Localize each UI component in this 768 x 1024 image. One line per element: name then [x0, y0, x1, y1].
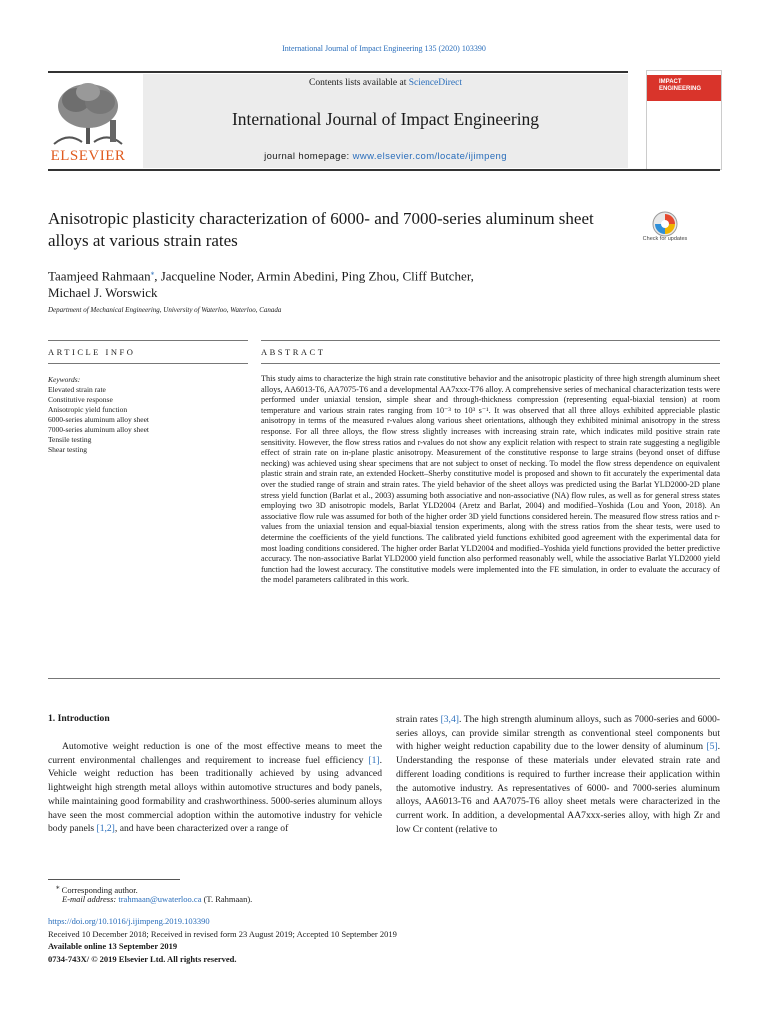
journal-citation[interactable]: International Journal of Impact Engineering 135 (2020) 103390 [282, 44, 486, 53]
col1-text-2: . Vehicle weight reduction has been traditionally achieved by using advanced lightweight high strength metal alloys within automotive structures and body panels, while maintaining good formability and crashworthiness. 5000-series aluminum alloys have seen the most commercial adoption within the automotive industry for vehicle body panels [48, 754, 382, 835]
keyword-item: Tensile testing [48, 435, 92, 444]
abstract-rule-2 [261, 363, 720, 364]
article-info-rule-2 [48, 363, 248, 364]
journal-name: International Journal of Impact Engineering [231, 109, 540, 129]
publication-info [48, 915, 720, 965]
sciencedirect-link[interactable]: ScienceDirect [408, 78, 462, 88]
keyword-item: Elevated strain rate [48, 385, 106, 394]
journal-cover[interactable] [646, 70, 722, 170]
email-label: E-mail address: [62, 894, 119, 904]
check-for-updates-label: Check for updates [642, 236, 688, 242]
intro-column-2 [396, 713, 720, 836]
homepage-link[interactable]: www.elsevier.com/locate/ijimpeng [352, 151, 507, 162]
corresponding-author-note [56, 882, 138, 895]
col1-text-1: Automotive weight reduction is one of the most effective means to meet the current environmental challenges and requirement to increase fuel efficiency [48, 741, 382, 766]
masthead-top-rule [48, 71, 628, 73]
footnote-star: ⁎ [56, 883, 60, 891]
contents-line [143, 78, 628, 88]
abstract-bottom-rule [48, 678, 720, 679]
footnote-rule [48, 879, 180, 880]
keyword-item: 6000-series aluminum alloy sheet [48, 415, 150, 424]
email-link[interactable]: trahmaan@uwaterloo.ca [118, 894, 202, 904]
ref-link[interactable]: [3,4] [440, 714, 459, 725]
col2-text-1: strain rates [396, 714, 441, 725]
affiliation: Department of Mechanical Engineering, University of Waterloo, Waterloo, Canada [48, 306, 282, 314]
keyword-item: Constitutive response [48, 395, 113, 404]
article-info-rule [48, 340, 248, 341]
available-online: Available online 13 September 2019 [48, 941, 178, 951]
col2-text-3: . Understanding the response of these materials under elevated strain rate and different loading conditions is required to further increase their application within the automotive industry. As representatives of 6000- and 7000-series aluminum alloys, AA6013-T6 and AA7075-T6 alloy sheet metals were characterized in the current work. In addition, a developmental AA7xxx-series alloy, with high Zr and low Cr content (relative to [396, 741, 720, 835]
keyword-item: Anisotropic yield function [48, 405, 128, 414]
keywords-list [48, 385, 248, 455]
email-note [62, 894, 252, 904]
corresponding-marker[interactable]: ⁎ [150, 269, 155, 277]
journal-homepage [143, 151, 628, 162]
ref-link[interactable]: [5] [706, 741, 718, 753]
author-first[interactable]: Taamjeed Rahmaan [48, 268, 151, 284]
author-list [48, 265, 668, 301]
copyright: 0734-743X/ © 2019 Elsevier Ltd. All rights reserved. [48, 953, 237, 964]
contents-prefix: Contents lists available at [308, 78, 409, 88]
footnote-text: Corresponding author. [59, 884, 138, 895]
paper-title: Anisotropic plasticity characterization of 6000- and 7000-series aluminum sheet alloys at various strain rates [48, 209, 594, 250]
authors-rest: , Jacqueline Noder, Armin Abedini, Ping Zhou, Cliff Butcher, [154, 268, 474, 284]
ref-link[interactable]: [1,2] [96, 823, 115, 835]
authors-line2: Michael J. Worswick [48, 285, 158, 301]
homepage-label: journal homepage: [264, 151, 353, 162]
intro-column-1 [48, 740, 382, 836]
col1-text-3: , and have been characterized over a range of [114, 823, 289, 835]
email-suffix: (T. Rahmaan). [201, 894, 253, 904]
masthead-bottom-rule [48, 169, 720, 171]
abstract-rule [261, 340, 720, 341]
cover-title: IMPACT ENGINEERING [659, 79, 702, 92]
col2-text-2: . The high strength aluminum alloys, such as 7000-series and 6000-series alloys, can provide similar strength as conventional steel components but with higher weight reduction capability due to the lower density of aluminum [396, 714, 720, 753]
introduction-heading: 1. Introduction [48, 713, 110, 724]
abstract-body: This study aims to characterize the high strain rate constitutive behavior and the anisotropic plasticity of three high strength aluminum sheet alloys, AA6013-T6, AA7075-T6 and a developmental AA7xxx-T76 alloy. A comprehensive series of mechanical characterization tests were performed under uniaxial tension, simple shear and through-thickness compression (representing equal-biaxial tension) at room temperature and various strain rates ranging from 10⁻³ to 10³ s⁻¹. It was observed that all three alloys exhibited appreciable plastic anisotropy in terms of the measured r-values along various sheet orientations, although they exhibited minimal anisotropy in the stress response. For all three alloys, the flow stress slightly increases with increasing strain rate, which indicates mild positive strain rate sensitivity. However, the flow stress ratios and r-values do not show any explicit relation with respect to strain rate suggesting a negligible effect of strain rate on in-plane plastic anisotropy. Measurement of the constitutive response to large strains (beyond onset of diffuse necking) was achieved using shear specimens that are not subject to onset of necking. To model the flow stress dependence on equivalent plastic strain and strain rate, an extended Hockett–Sherby constitutive model is proposed and shown to fit accurately the experimental data over the studied range of strain and strain rates. The yield behavior of the sheet alloys was predicted using the Barlat YLD2000-2D plane stress yield function (Barlat et al., 2003) assuming both associative and non-associative (NA) flow rules, as well as for general stress states employing two 3D anisotropic models, Barlat YLD2004 (Aretz and Barlat, 2004) and modified–Yoshida (Lou and Yoon, 2018). An associative flow rule was assumed for both of the higher order 3D yield functions considered herein. The measured flow stress ratios and r-values from the uniaxial tension and equal-biaxial tension experiments, along with the stress ratios from the shear tests, were used to determine the coefficients of the yield functions. The calibrated yield functions exhibited good agreement with the experimental data for most loading conditions considered. The higher order Barlat YLD2004 and modified–Yoshida yield functions provided the better predictive accuracy. The non-associative Barlat YLD2000 yield function also performed reasonably well, while the associative Barlat YLD2000 yield function had the lowest accuracy. The constitutive models were implemented into the FE simulation, in order to evaluate the accuracy of the model parameters calibrated in this work. [261, 374, 720, 585]
abstract-label: ABSTRACT [261, 347, 326, 357]
article-info-label: ARTICLE INFO [48, 347, 136, 357]
received-dates: Received 10 December 2018; Received in revised form 23 August 2019; Accepted 10 September 2019 [48, 928, 397, 939]
elsevier-wordmark: ELSEVIER [50, 148, 126, 164]
keyword-item: Shear testing [48, 445, 87, 454]
ref-link[interactable]: [1] [368, 754, 380, 766]
keywords-title: Keywords: [48, 375, 81, 384]
check-for-updates-icon[interactable] [645, 210, 685, 256]
doi-link[interactable]: https://doi.org/10.1016/j.ijimpeng.2019.103390 [48, 916, 210, 926]
keyword-item: 7000-series aluminum alloy sheet [48, 425, 150, 434]
